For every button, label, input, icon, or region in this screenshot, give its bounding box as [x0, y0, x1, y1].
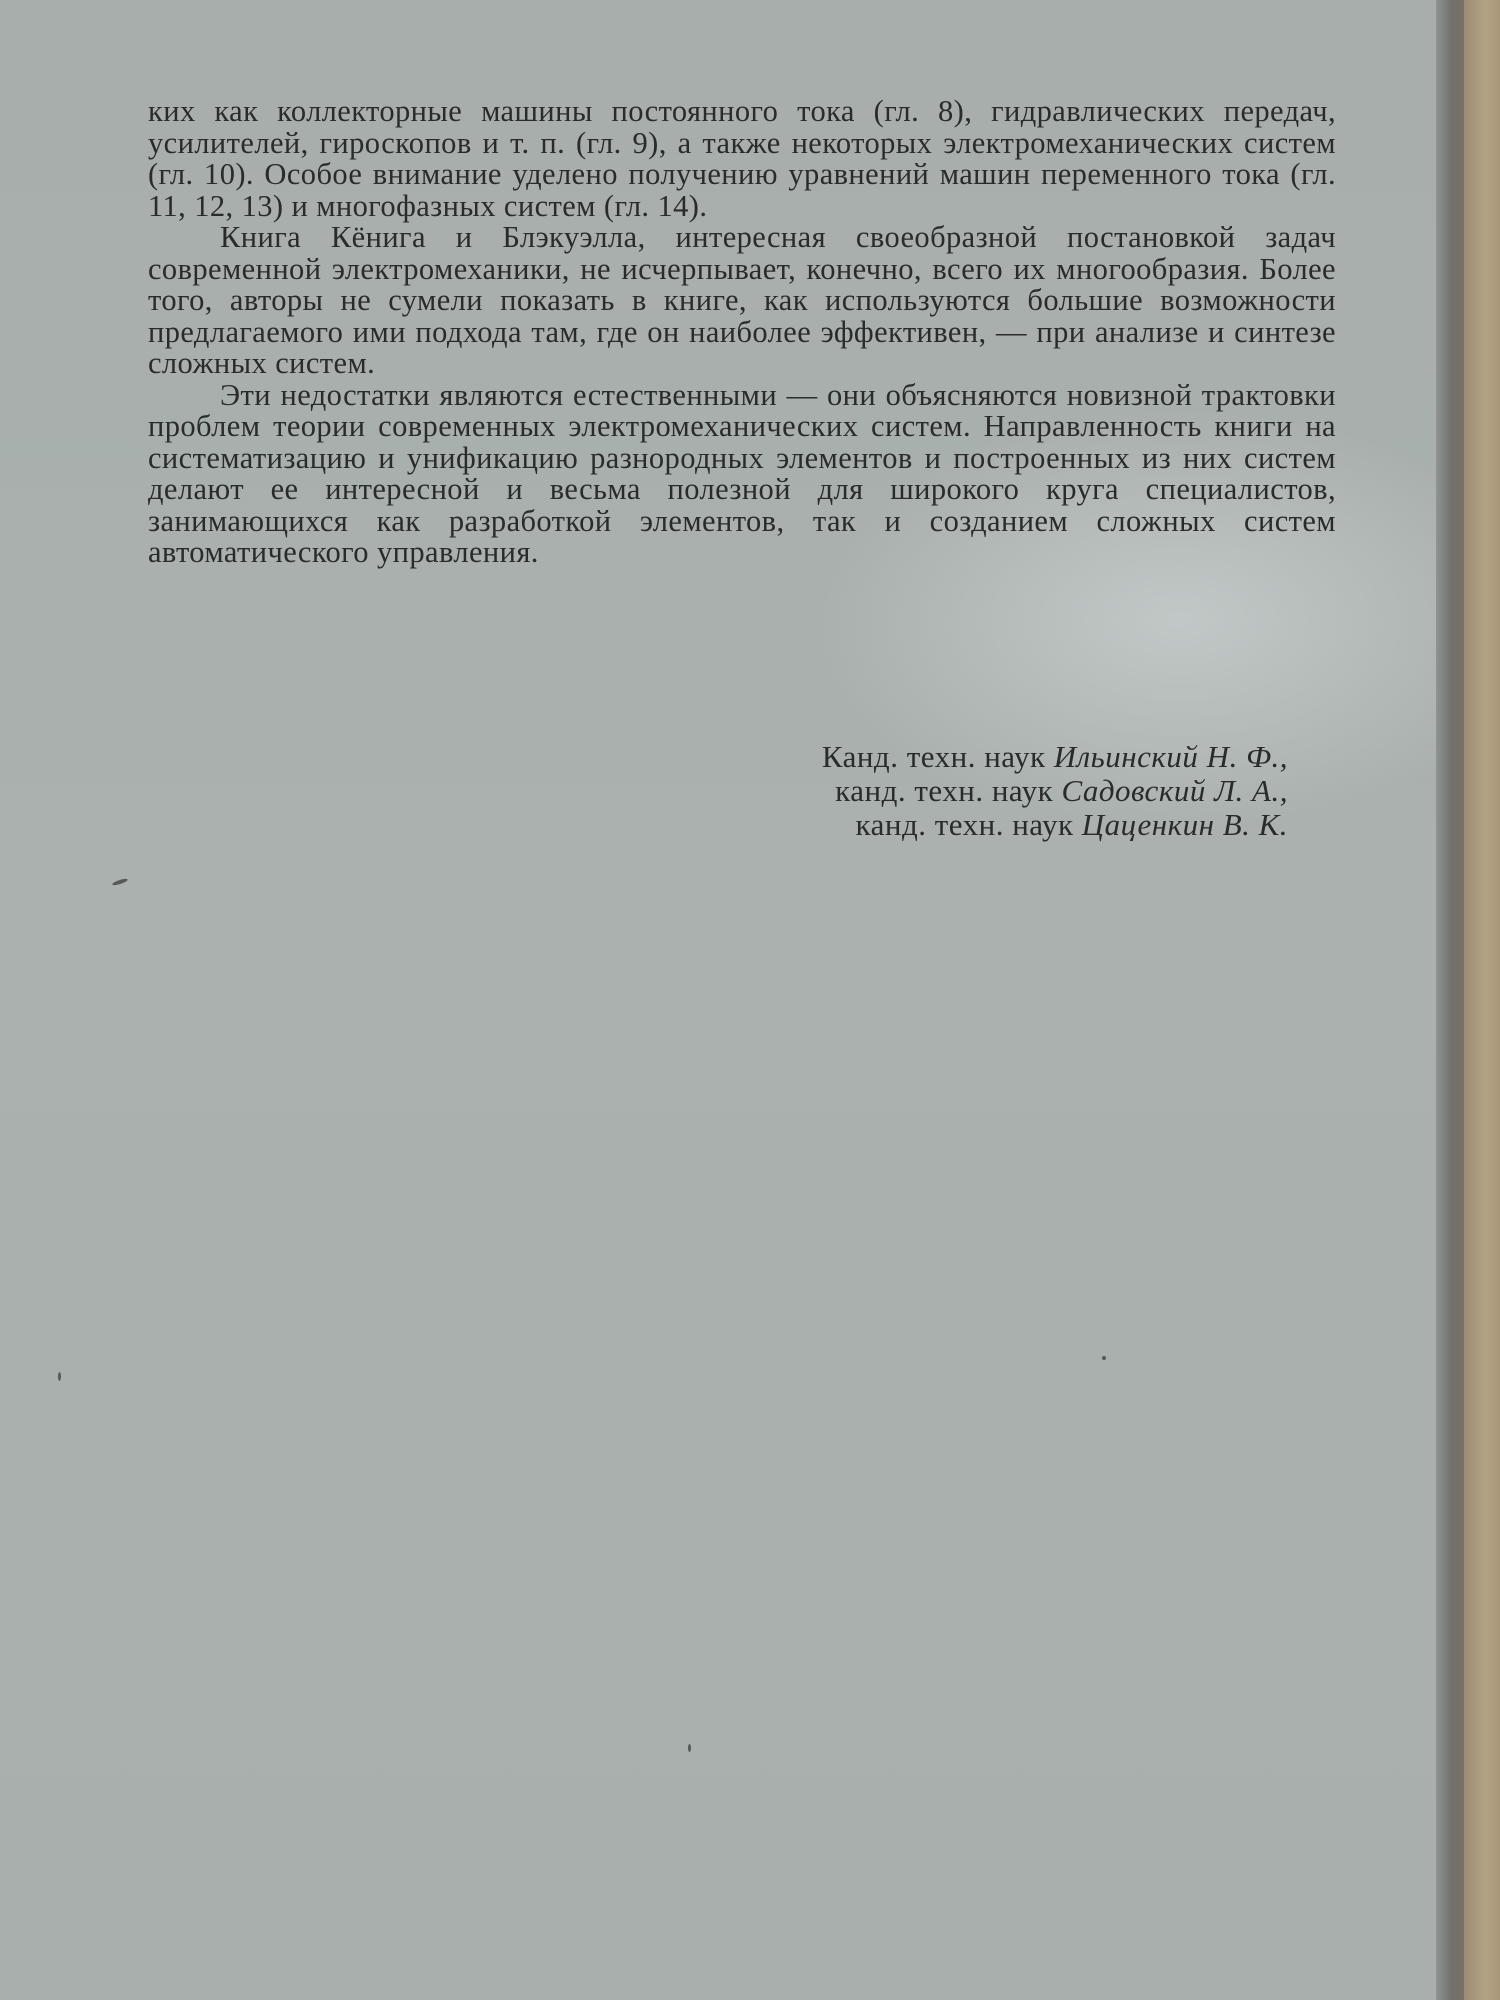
signature-title-3: канд. техн. наук: [855, 807, 1074, 842]
paper-speck: [112, 878, 128, 887]
signature-name-2: Садовский Л. А.,: [1061, 773, 1288, 808]
paper-speck: [58, 1372, 61, 1381]
signature-line-2: [822, 774, 1288, 808]
signature-name-1: Ильинский Н. Ф.,: [1053, 739, 1288, 774]
signature-title-1: Канд. техн. наук: [821, 739, 1046, 774]
signature-title-2: канд. техн. наук: [835, 773, 1054, 808]
paragraph-3: Эти недостатки являются естественными — они объясняются новизной трактовки проблем теории современных электромеханических систем. Направленность книги на систематизацию и унификацию разнородных элементов и построенных из них систем делают ее интересной и весьма полезной для широкого круга специалистов, занимающихся как разработкой элементов, так и созданием сложных систем автоматического управления.: [148, 377, 1336, 569]
signature-name-3: Цаценкин В. К.: [1081, 807, 1288, 842]
page-edge: [1436, 0, 1464, 2000]
paragraph-1: ких как коллекторные машины постоянного тока (гл. 8), гидравлических передач, усилителей, гироскопов и т. п. (гл. 9), а также некоторых электромеханических систем (гл. 10). Особое внимание уделено получению уравнений машин переменного тока (гл. 11, 12, 13) и многофазных систем (гл. 14).: [148, 94, 1336, 223]
paper-speck: [1102, 1356, 1106, 1360]
paragraph-2: Книга Кёнига и Блэкуэлла, интересная своеобразной постановкой задач современной электромеханики, не исчерпывает, конечно, всего их многообразия. Более того, авторы не сумели показать в книге, как используются большие возможности предлагаемого ими подхода там, где он наиболее эффективен, — при анализе и синтезе сложных систем.: [148, 220, 1336, 380]
signature-line-3: [822, 808, 1288, 842]
body-text: [148, 96, 1336, 569]
book-cover-edge: [1464, 0, 1500, 2000]
signature-block: [822, 740, 1288, 842]
paper-speck: [688, 1744, 691, 1752]
signature-line-1: [822, 740, 1288, 774]
